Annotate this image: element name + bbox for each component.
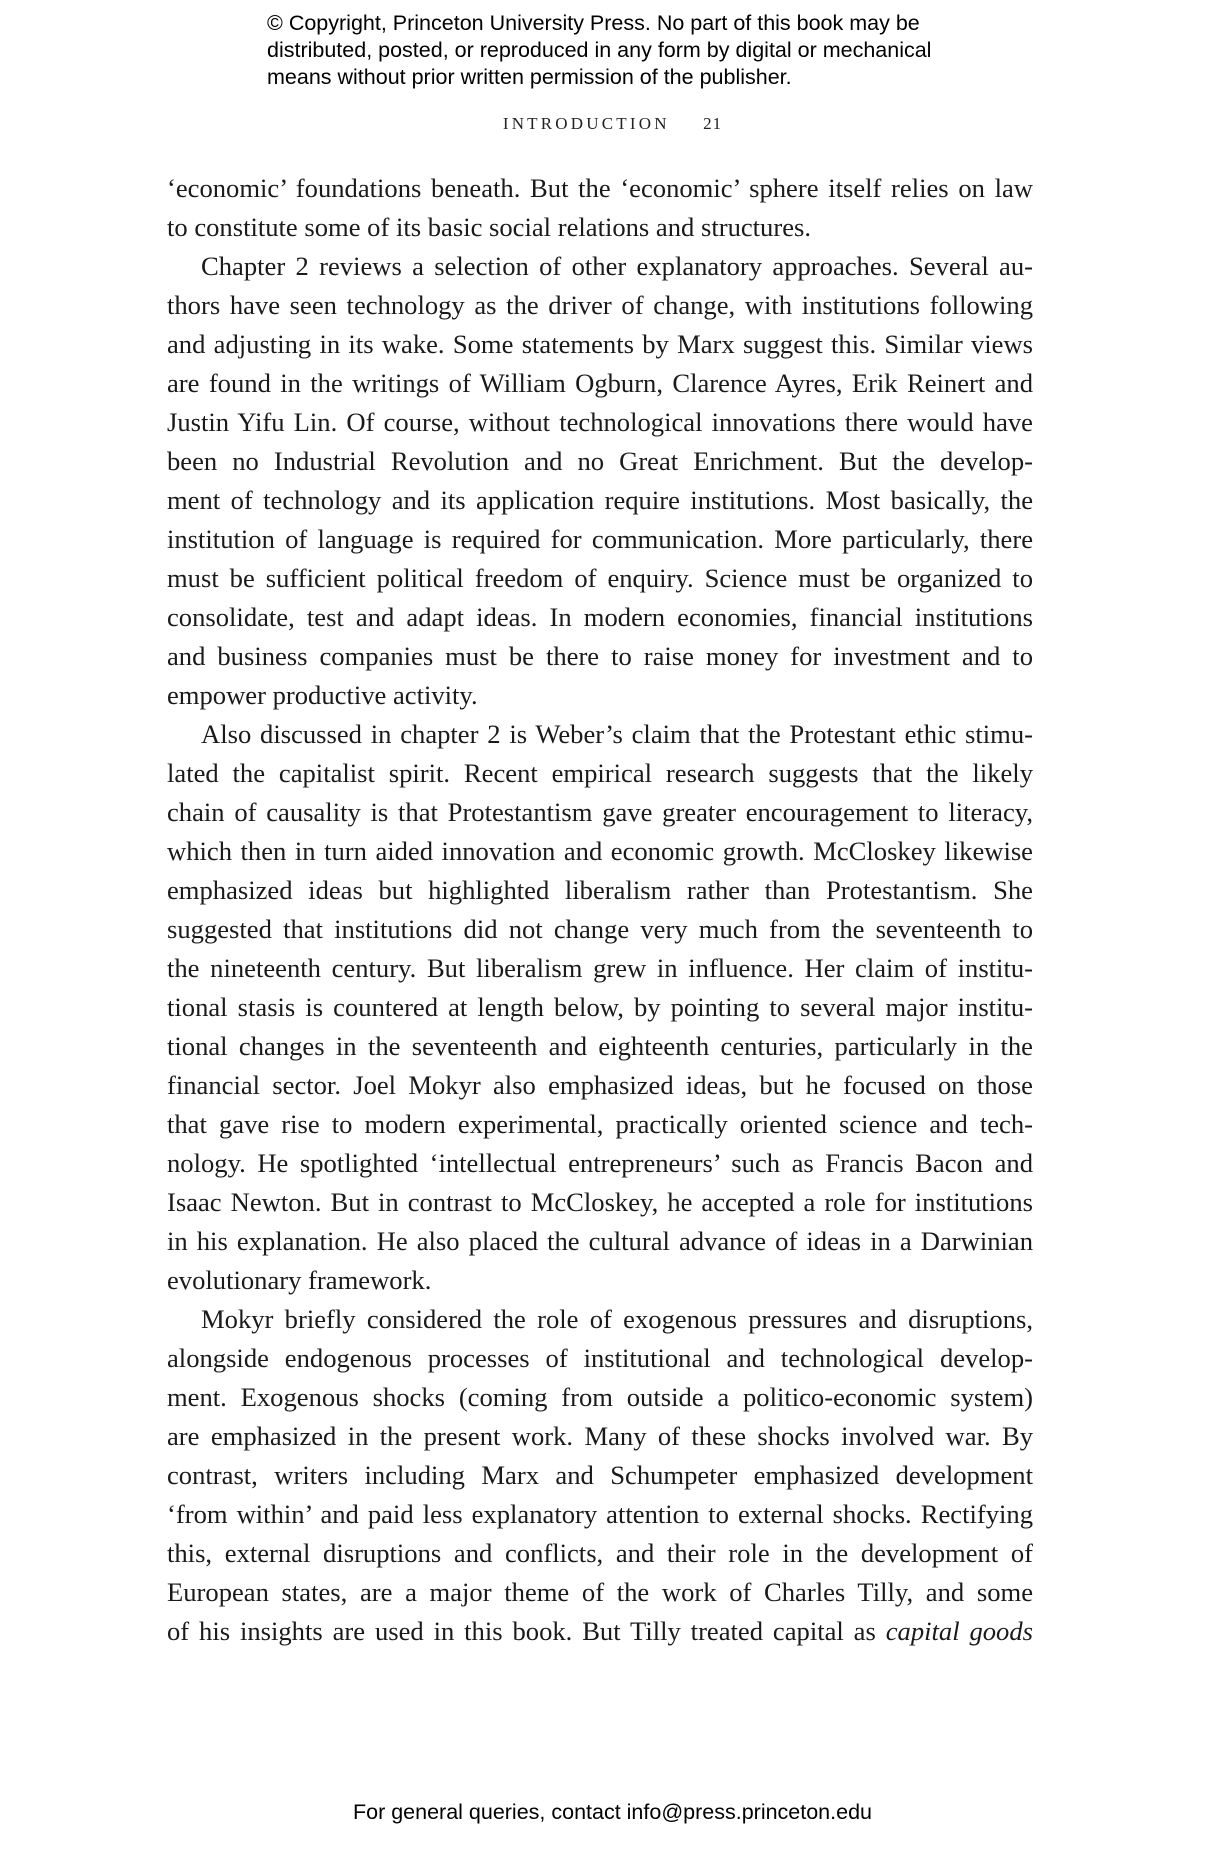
text-line: ment. Exogenous shocks (coming from outside a politico-economic system) <box>167 1382 1033 1412</box>
text-line: are emphasized in the present work. Many of these shocks involved war. By <box>167 1421 1033 1451</box>
text-line: Mokyr briefly considered the role of exogenous pressures and disruptions, <box>201 1304 1033 1334</box>
italic-phrase: capital goods <box>885 1616 1034 1646</box>
text-line: tional changes in the seventeenth and eighteenth centuries, particularly in the <box>167 1031 1033 1061</box>
text-line: and business companies must be there to raise money for investment and to <box>167 641 1033 671</box>
text-line: evolutionary framework. <box>167 1265 432 1295</box>
page-number: 21 <box>703 114 723 133</box>
text-line: consolidate, test and adapt ideas. In modern economies, financial institutions <box>167 602 1033 632</box>
copyright-line: © Copyright, Princeton University Press. No part of this book may be <box>267 11 920 35</box>
text-line: European states, are a major theme of the work of Charles Tilly, and some <box>167 1577 1033 1607</box>
running-head <box>0 114 1225 134</box>
text-line: Also discussed in chapter 2 is Weber’s claim that the Protestant ethic stimu- <box>201 719 1033 749</box>
text-line: this, external disruptions and conflicts, and their role in the development of <box>167 1538 1033 1568</box>
text-line: to constitute some of its basic social relations and structures. <box>167 212 812 242</box>
text-line: Justin Yifu Lin. Of course, without technological innovations there would have <box>167 407 1033 437</box>
text-line: ment of technology and its application require institutions. Most basically, the <box>167 485 1033 515</box>
text-line: suggested that institutions did not change very much from the seventeenth to <box>167 914 1033 944</box>
text-line: chain of causality is that Protestantism gave greater encouragement to literacy, <box>167 797 1033 827</box>
copyright-line: means without prior written permission of the publisher. <box>267 65 792 89</box>
text-line: and adjusting in its wake. Some statements by Marx suggest this. Similar views <box>167 329 1033 359</box>
text-line: alongside endogenous processes of institutional and technological develop- <box>167 1343 1033 1373</box>
body-text <box>167 169 1033 1651</box>
text-line: emphasized ideas but highlighted liberalism rather than Protestantism. She <box>167 875 1033 905</box>
text-line: which then in turn aided innovation and economic growth. McCloskey likewise <box>167 836 1033 866</box>
text-line: are found in the writings of William Ogburn, Clarence Ayres, Erik Reinert and <box>167 368 1033 398</box>
text-line: must be sufficient political freedom of enquiry. Science must be organized to <box>167 563 1033 593</box>
text-line: that gave rise to modern experimental, practically oriented science and tech- <box>167 1109 1033 1139</box>
text-line: ‘economic’ foundations beneath. But the ‘economic’ sphere itself relies on law <box>167 173 1033 203</box>
text-line: thors have seen technology as the driver of change, with institutions following <box>167 290 1033 320</box>
text-line-roman: of his insights are used in this book. But Tilly treated capital as <box>167 1616 886 1646</box>
text-line: tional stasis is countered at length below, by pointing to several major institu- <box>167 992 1033 1022</box>
text-line: contrast, writers including Marx and Schumpeter emphasized development <box>167 1460 1033 1490</box>
text-line: empower productive activity. <box>167 680 478 710</box>
text-line: the nineteenth century. But liberalism grew in influence. Her claim of institu- <box>167 953 1033 983</box>
text-line: financial sector. Joel Mokyr also emphasized ideas, but he focused on those <box>167 1070 1033 1100</box>
copyright-line: distributed, posted, or reproduced in any form by digital or mechanical <box>267 38 932 62</box>
text-line <box>167 1612 1033 1651</box>
text-line: ‘from within’ and paid less explanatory attention to external shocks. Rectifying <box>167 1499 1033 1529</box>
text-line: Isaac Newton. But in contrast to McCloskey, he accepted a role for institutions <box>167 1187 1033 1217</box>
text-line: been no Industrial Revolution and no Great Enrichment. But the develop- <box>167 446 1033 476</box>
running-head-title: INTRODUCTION <box>502 114 670 133</box>
text-line: in his explanation. He also placed the cultural advance of ideas in a Darwinian <box>167 1226 1033 1256</box>
copyright-notice <box>267 10 987 91</box>
text-line: institution of language is required for communication. More particularly, there <box>167 524 1033 554</box>
text-line: Chapter 2 reviews a selection of other explanatory approaches. Several au- <box>201 251 1033 281</box>
text-line: lated the capitalist spirit. Recent empirical research suggests that the likely <box>167 758 1033 788</box>
footer-contact: For general queries, contact info@press.princeton.edu <box>352 1800 872 1824</box>
text-line: nology. He spotlighted ‘intellectual entrepreneurs’ such as Francis Bacon and <box>167 1148 1033 1178</box>
